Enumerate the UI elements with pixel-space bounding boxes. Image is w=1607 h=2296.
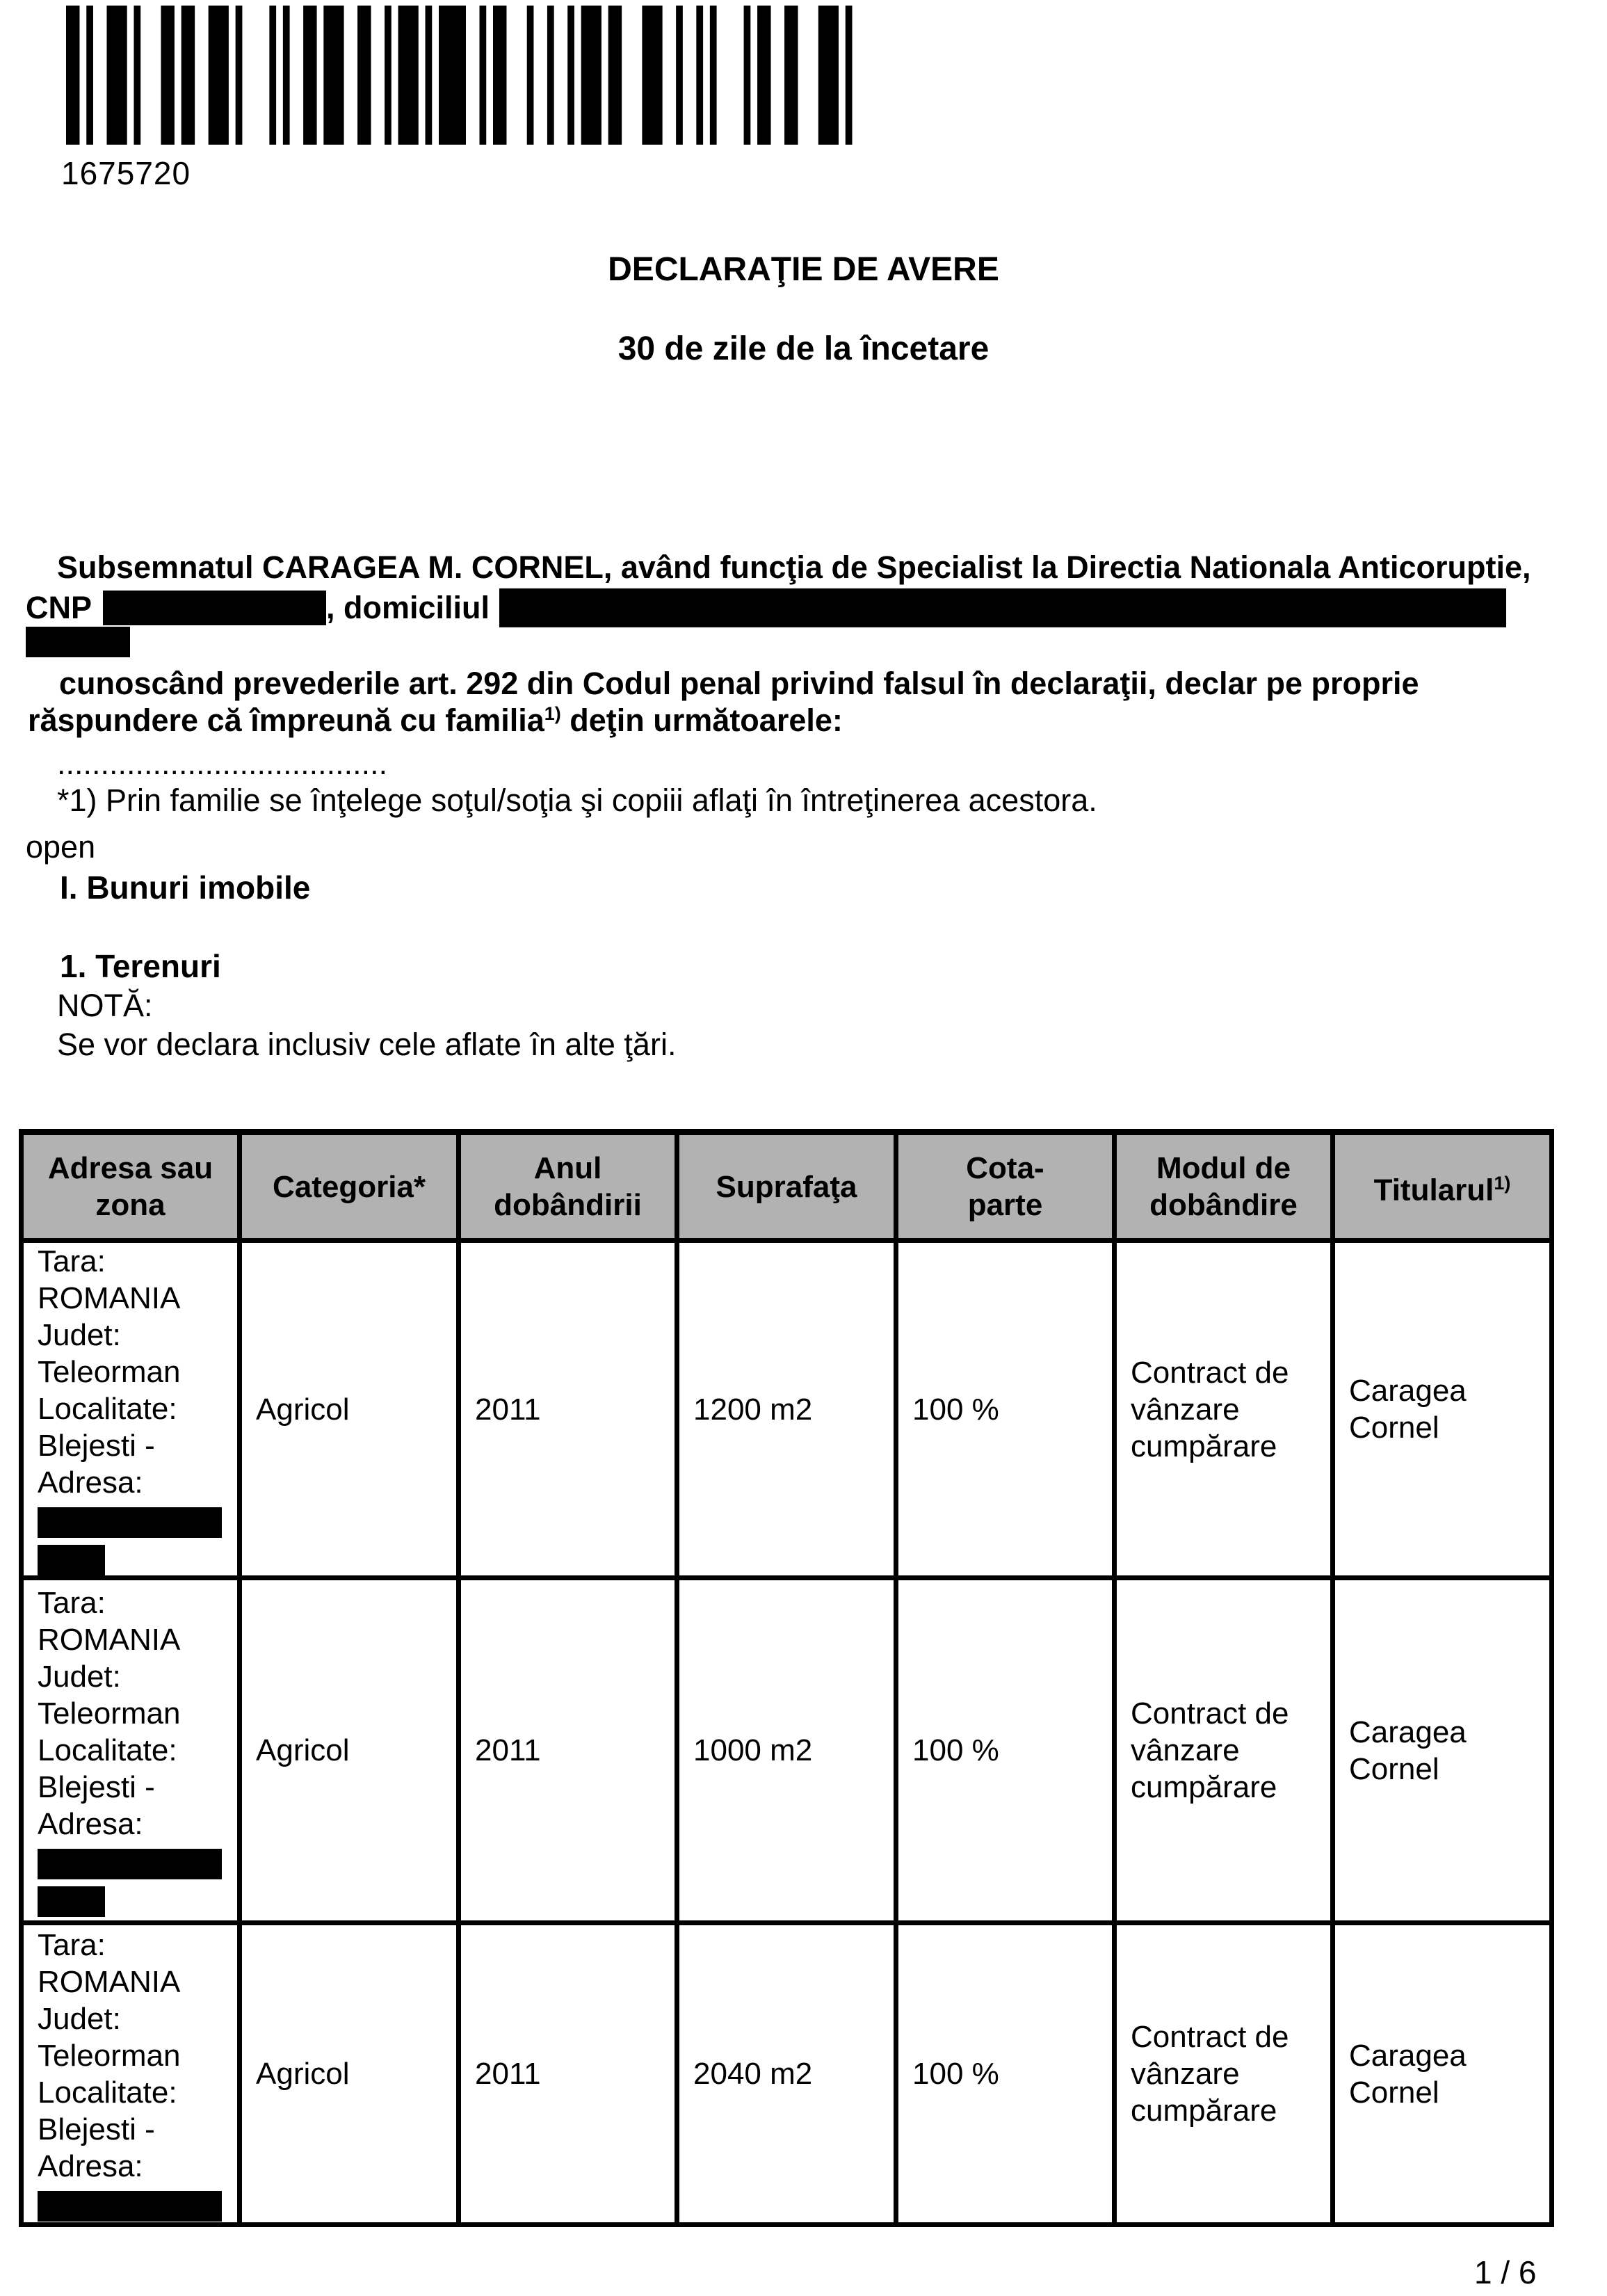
declaration-line-2	[28, 703, 1565, 739]
column-header-1	[240, 1132, 459, 1241]
address-redaction-continuation-bar	[26, 627, 130, 657]
domiciliul-redaction-bar	[499, 588, 1506, 627]
declaration-line-2-pre: răspundere că împreună cu familia	[28, 703, 544, 738]
column-header-3	[677, 1132, 896, 1241]
column-header-line: Cota-	[966, 1151, 1044, 1185]
adresa-line: Judet:	[38, 1318, 121, 1352]
column-header-line: dobândirii	[494, 1188, 642, 1222]
cell-titular	[1333, 1923, 1552, 2225]
column-header-line: Suprafaţa	[716, 1169, 857, 1204]
column-header-2	[459, 1132, 677, 1241]
adresa-line: Judet:	[38, 1659, 121, 1694]
cnp-redaction-bar	[103, 591, 326, 625]
adresa-line: Judet:	[38, 2001, 121, 2036]
adresa-line: Localitate:	[38, 2075, 177, 2110]
page-number: 1 / 6	[1474, 2254, 1537, 2290]
adresa-redaction-bar	[38, 2191, 222, 2222]
cell-mod-dobandire-line: Contract de	[1131, 2020, 1289, 2054]
domiciliul-label: , domiciliul	[326, 590, 490, 625]
adresa-line: Teleorman	[38, 2038, 181, 2073]
column-header-line: Anul	[533, 1151, 602, 1185]
cell-mod-dobandire-line: vânzare	[1131, 1392, 1240, 1427]
declaration-paragraph	[28, 666, 1565, 739]
cell-mod-dobandire	[1115, 1241, 1333, 1578]
cell-suprafata: 1200 m2	[677, 1241, 896, 1578]
declaration-line-1: cunoscând prevederile art. 292 din Codul penal privind falsul în declaraţii, declar pe proprie	[59, 666, 1419, 701]
cell-mod-dobandire-line: Contract de	[1131, 1355, 1289, 1390]
cell-titular-line: Cornel	[1349, 2075, 1439, 2110]
cell-titular-line: Caragea	[1349, 1715, 1467, 1749]
cell-mod-dobandire-line: cumpărare	[1131, 1770, 1277, 1804]
adresa-line: Localitate:	[38, 1733, 177, 1767]
cell-cota-parte: 100 %	[896, 1578, 1115, 1923]
nota-text: Se vor declara inclusiv cele aflate în alte ţări.	[57, 1027, 677, 1062]
table-row	[22, 1923, 1552, 2225]
adresa-line: Adresa:	[38, 2149, 143, 2183]
column-header-line: zona	[95, 1188, 165, 1222]
section-bunuri-imobile: I. Bunuri imobile	[60, 869, 311, 906]
cell-adresa	[22, 1923, 240, 2225]
cell-anul-dobandirii: 2011	[459, 1578, 677, 1923]
terenuri-table-head	[22, 1132, 1552, 1241]
declaration-line-2-post: deţin următoarele:	[560, 703, 843, 738]
section-terenuri: 1. Terenuri	[60, 948, 221, 984]
cell-mod-dobandire-line: vânzare	[1131, 1733, 1240, 1767]
cell-mod-dobandire	[1115, 1578, 1333, 1923]
adresa-line: ROMANIA	[38, 1622, 181, 1657]
cell-anul-dobandirii: 2011	[459, 1241, 677, 1578]
nota-label: NOTĂ:	[57, 988, 153, 1023]
column-header-line: Categoria*	[272, 1169, 426, 1204]
adresa-line: ROMANIA	[38, 1964, 181, 1999]
cell-titular	[1333, 1578, 1552, 1923]
intro-line-2	[26, 588, 1562, 628]
cell-cota-parte: 100 %	[896, 1923, 1115, 2225]
adresa-line: Localitate:	[38, 1392, 177, 1426]
intro-paragraph	[26, 549, 1562, 628]
cell-adresa	[22, 1578, 240, 1923]
cell-adresa	[22, 1241, 240, 1578]
adresa-line: ROMANIA	[38, 1281, 181, 1315]
terenuri-table-body	[22, 1241, 1552, 2225]
cell-titular-line: Caragea	[1349, 2038, 1467, 2073]
cell-anul-dobandirii: 2011	[459, 1923, 677, 2225]
dotted-line: ......................................	[57, 746, 388, 781]
column-header-line: Titularul$^{1)}$	[1373, 1172, 1511, 1207]
barcode-number: 1675720	[61, 155, 191, 191]
cell-categoria: Agricol	[240, 1241, 459, 1578]
column-header-line: Modul de	[1156, 1151, 1291, 1185]
adresa-line: Tara:	[38, 1244, 106, 1278]
cell-mod-dobandire-line: cumpărare	[1131, 2094, 1277, 2128]
barcode	[66, 6, 866, 145]
column-header-line: parte	[967, 1188, 1043, 1222]
open-text: open	[26, 829, 96, 865]
adresa-line: Blejesti -	[38, 2112, 155, 2146]
column-header-line: Adresa sau	[47, 1151, 213, 1185]
cell-cota-parte: 100 %	[896, 1241, 1115, 1578]
terenuri-table	[19, 1129, 1554, 2227]
adresa-line: Tara:	[38, 1585, 106, 1620]
adresa-redaction-bar	[38, 1545, 105, 1575]
column-header-footnote-ref: 1)	[1494, 1172, 1511, 1194]
adresa-line: Adresa:	[38, 1806, 143, 1841]
cell-suprafata: 1000 m2	[677, 1578, 896, 1923]
adresa-redaction-bar	[38, 1849, 222, 1879]
cell-categoria: Agricol	[240, 1578, 459, 1923]
cell-categoria: Agricol	[240, 1923, 459, 2225]
cnp-label: CNP	[26, 590, 92, 625]
table-row	[22, 1578, 1552, 1923]
adresa-line: Blejesti -	[38, 1769, 155, 1804]
cell-titular-line: Cornel	[1349, 1411, 1439, 1445]
adresa-line: Teleorman	[38, 1696, 181, 1731]
cell-suprafata: 2040 m2	[677, 1923, 896, 2225]
adresa-redaction-bar	[38, 1507, 222, 1538]
column-header-0	[22, 1132, 240, 1241]
document-title: DECLARAŢIE DE AVERE	[608, 251, 999, 288]
cell-mod-dobandire-line: cumpărare	[1131, 1429, 1277, 1463]
header-row	[22, 1132, 1552, 1241]
intro-line-1: Subsemnatul CARAGEA M. CORNEL, având funcţia de Specialist la Directia Nationala Anticoruptie,	[57, 549, 1531, 585]
cell-titular-line: Cornel	[1349, 1751, 1439, 1786]
adresa-line: Adresa:	[38, 1466, 143, 1500]
adresa-line: Blejesti -	[38, 1429, 155, 1463]
column-header-line: dobândire	[1149, 1188, 1298, 1222]
adresa-redaction-bar	[38, 1886, 105, 1917]
family-footnote: *1) Prin familie se înţelege soţul/soţia şi copiii aflaţi în întreţinerea acestora.	[57, 782, 1097, 818]
table-row	[22, 1241, 1552, 1578]
column-header-5	[1115, 1132, 1333, 1241]
barcode-svg	[66, 6, 866, 145]
cell-mod-dobandire	[1115, 1923, 1333, 2225]
document-subtitle: 30 de zile de la încetare	[617, 330, 990, 367]
cell-mod-dobandire-line: Contract de	[1131, 1696, 1289, 1731]
adresa-line: Tara:	[38, 1927, 106, 1962]
column-header-4	[896, 1132, 1115, 1241]
cell-titular-line: Caragea	[1349, 1374, 1467, 1408]
cell-mod-dobandire-line: vânzare	[1131, 2057, 1240, 2091]
column-header-6	[1333, 1132, 1552, 1241]
cell-titular	[1333, 1241, 1552, 1578]
adresa-line: Teleorman	[38, 1355, 181, 1389]
family-footnote-ref: 1)	[544, 703, 561, 724]
